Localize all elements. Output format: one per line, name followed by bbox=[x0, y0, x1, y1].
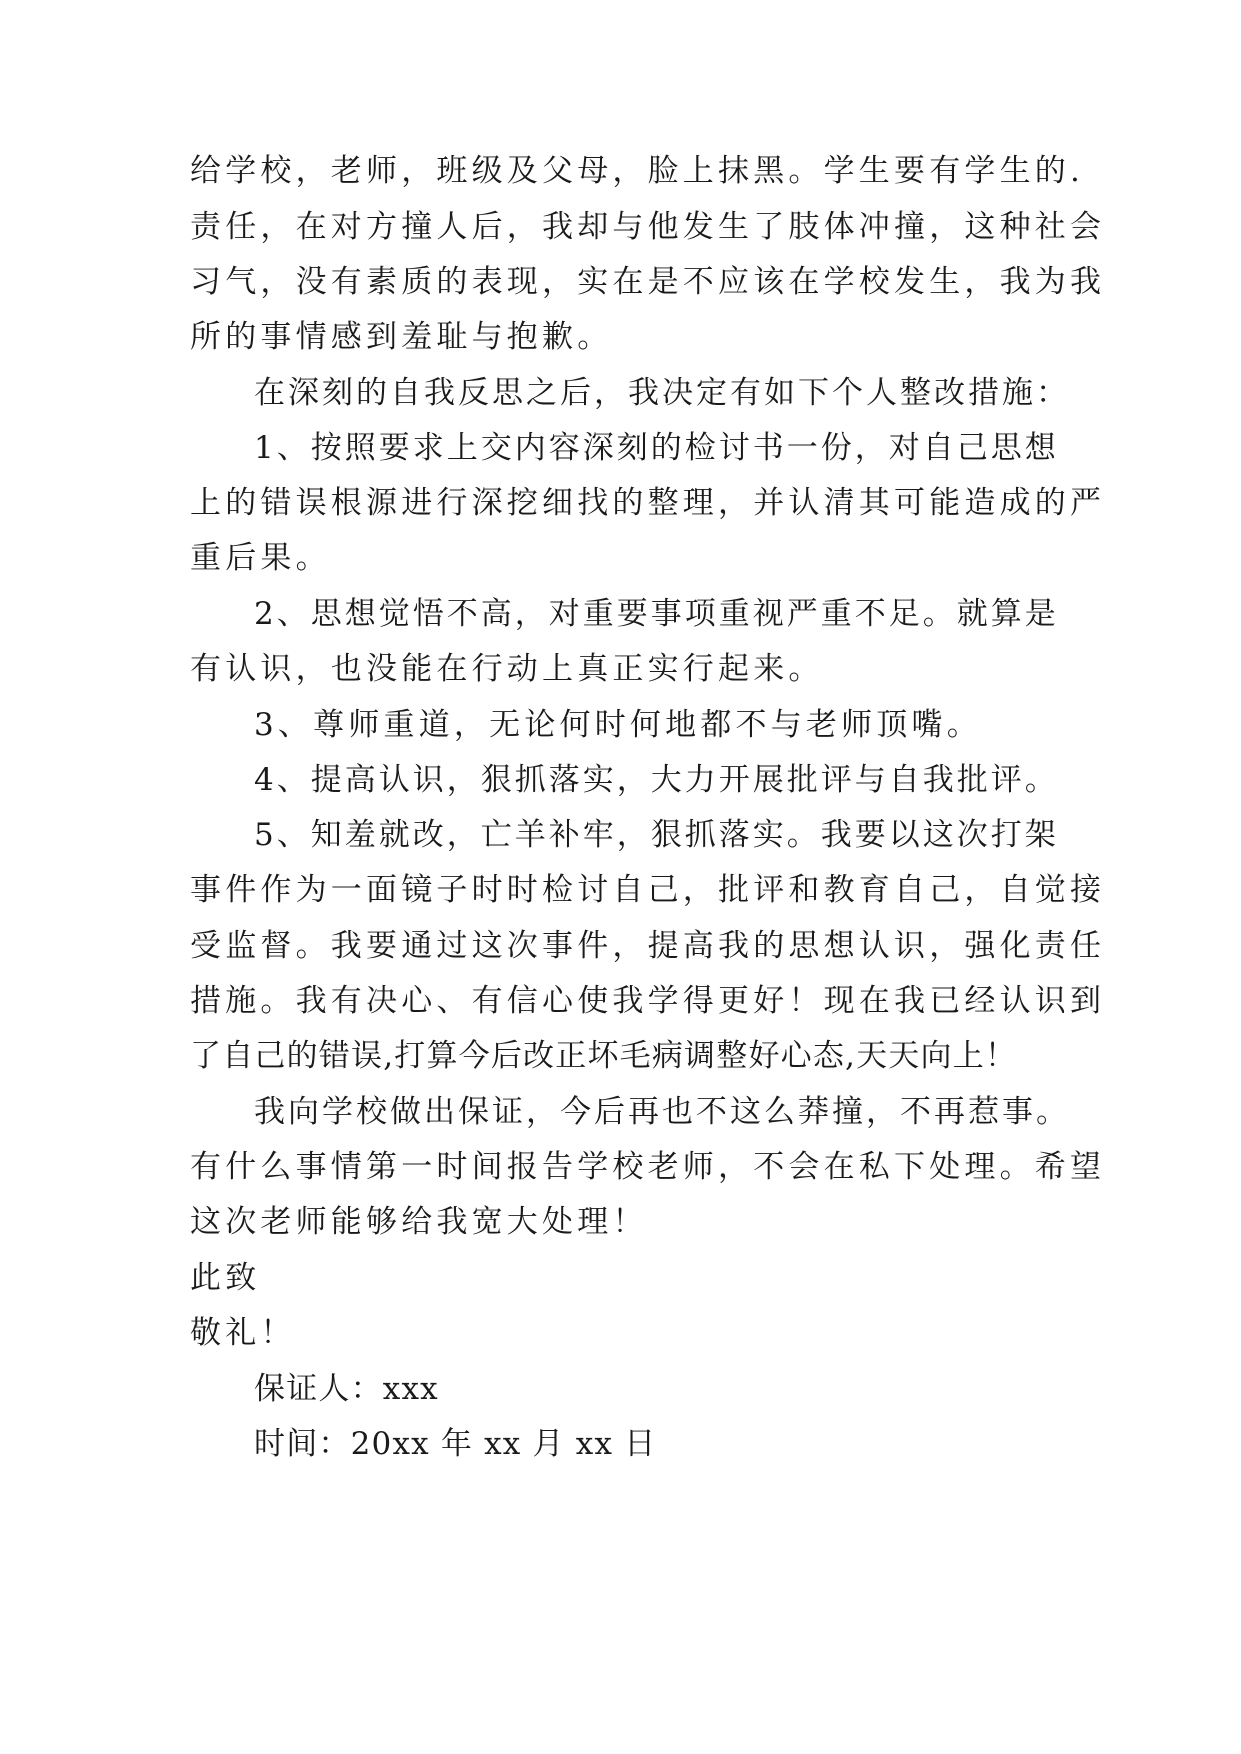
list-item-line: 1、按照要求上交内容深刻的检讨书一份，对自己思想 bbox=[254, 430, 1059, 466]
paragraph-line: 在深刻的自我反思之后，我决定有如下个人整改措施： bbox=[254, 375, 1070, 411]
list-item-line: 2、思想觉悟不高，对重要事项重视严重不足。就算是 bbox=[254, 596, 1059, 632]
paragraph-line: 我向学校做出保证，今后再也不这么莽撞，不再惹事。 bbox=[254, 1094, 1070, 1130]
list-item-line: 3、尊师重道，无论何时何地都不与老师顶嘴。 bbox=[254, 707, 982, 743]
body-line: 责任，在对方撞人后，我却与他发生了肢体冲撞，这种社会 bbox=[190, 209, 1106, 245]
list-item-line: 5、知羞就改，亡羊补牢，狠抓落实。我要以这次打架 bbox=[254, 817, 1059, 853]
list-item-line: 了自己的错误,打算今后改正坏毛病调整好心态,天天向上！ bbox=[190, 1038, 1018, 1074]
list-item-line: 受监督。我要通过这次事件，提高我的思想认识，强化责任 bbox=[190, 928, 1106, 964]
list-item-line: 事件作为一面镜子时时检讨自己，批评和教育自己，自觉接 bbox=[190, 872, 1106, 908]
closing-regards: 敬礼！ bbox=[190, 1315, 296, 1351]
list-item-line: 4、提高认识，狠抓落实，大力开展批评与自我批评。 bbox=[254, 762, 1059, 798]
body-line: 习气，没有素质的表现，实在是不应该在学校发生，我为我 bbox=[190, 264, 1106, 300]
date-line: 时间：20xx 年 xx 月 xx 日 bbox=[254, 1426, 657, 1462]
paragraph-line: 这次老师能够给我宽大处理！ bbox=[190, 1204, 648, 1240]
list-item-line: 重后果。 bbox=[190, 540, 331, 576]
closing-salutation: 此致 bbox=[190, 1260, 261, 1296]
guarantor-line: 保证人：xxx bbox=[254, 1371, 439, 1407]
list-item-line: 有认识，也没能在行动上真正实行起来。 bbox=[190, 651, 824, 687]
paragraph-line: 有什么事情第一时间报告学校老师，不会在私下处理。希望 bbox=[190, 1149, 1106, 1185]
list-item-line: 措施。我有决心、有信心使我学得更好！现在我已经认识到 bbox=[190, 983, 1106, 1019]
body-line: 给学校，老师，班级及父母，脸上抹黑。学生要有学生的. bbox=[190, 153, 1085, 189]
body-line: 所的事情感到羞耻与抱歉。 bbox=[190, 319, 613, 355]
list-item-line: 上的错误根源进行深挖细找的整理，并认清其可能造成的严 bbox=[190, 485, 1106, 521]
